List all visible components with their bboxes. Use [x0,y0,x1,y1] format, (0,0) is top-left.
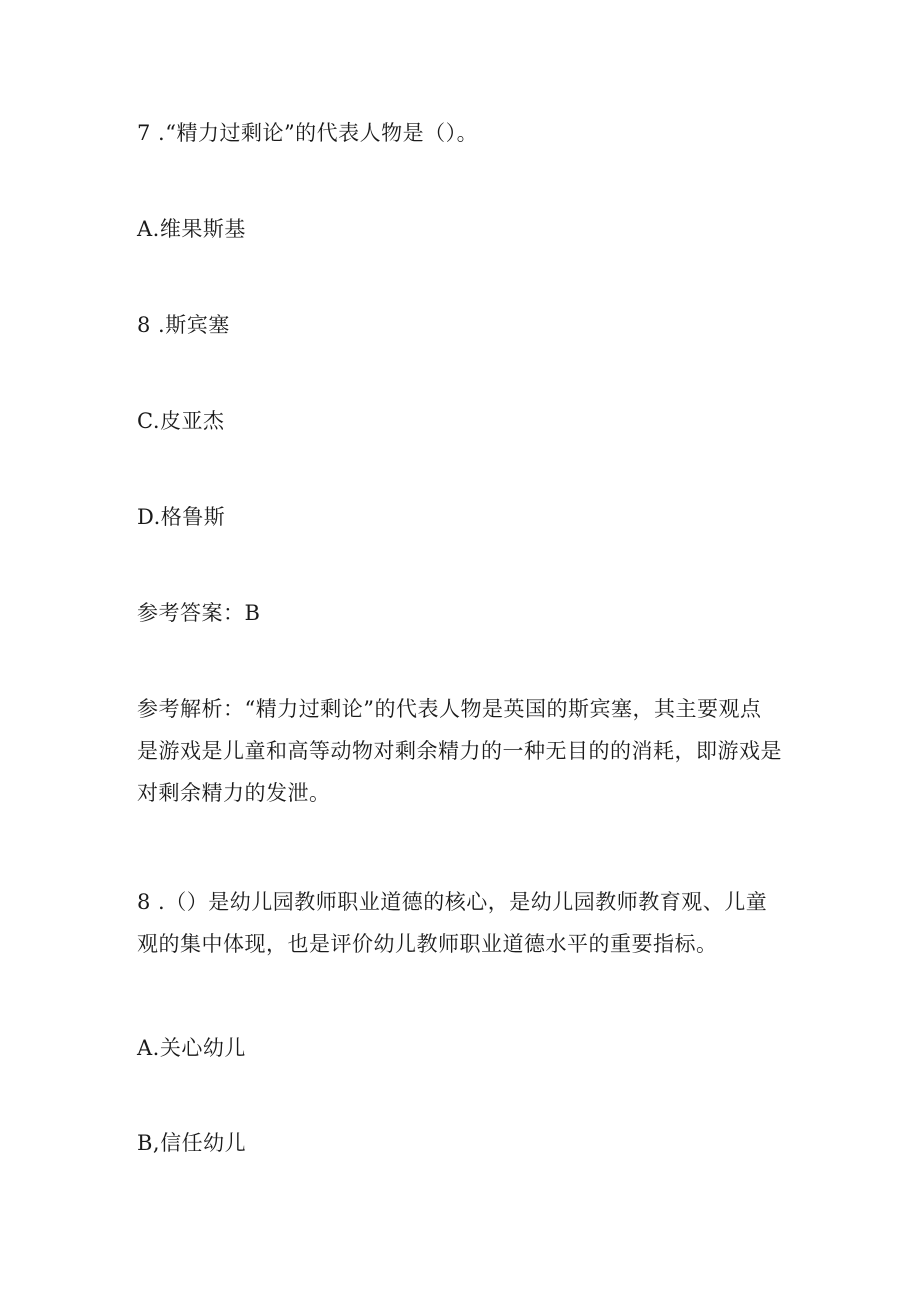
question-8-option-a: A.关心幼儿 [137,1036,246,1060]
question-7-option-d: D.格鲁斯 [137,505,226,529]
stem-line: 8 .（）是幼儿园教师职业道德的核心，是幼儿园教师教育观、儿童 [137,890,768,914]
question-7-option-c: C.皮亚杰 [137,409,225,433]
question-7-answer: 参考答案：B [137,601,261,625]
analysis-line: 是游戏是儿童和高等动物对剩余精力的一种无目的的消耗，即游戏是 [137,739,782,763]
question-7-option-a: A.维果斯基 [137,217,246,241]
stem-line: 观的集中体现，也是评价幼儿教师职业道德水平的重要指标。 [137,932,718,956]
analysis-line: 对剩余精力的发泄。 [137,781,331,805]
question-8-stem [137,881,787,965]
analysis-line: 参考解析：“精力过剩论”的代表人物是英国的斯宾塞，其主要观点 [137,697,762,721]
question-7-stem: 7 .“精力过剩论”的代表人物是（）。 [137,121,479,145]
question-7-analysis [137,688,787,814]
question-7-option-b: 8 .斯宾塞 [137,313,230,337]
question-8-option-b: B,信任幼儿 [137,1131,247,1155]
